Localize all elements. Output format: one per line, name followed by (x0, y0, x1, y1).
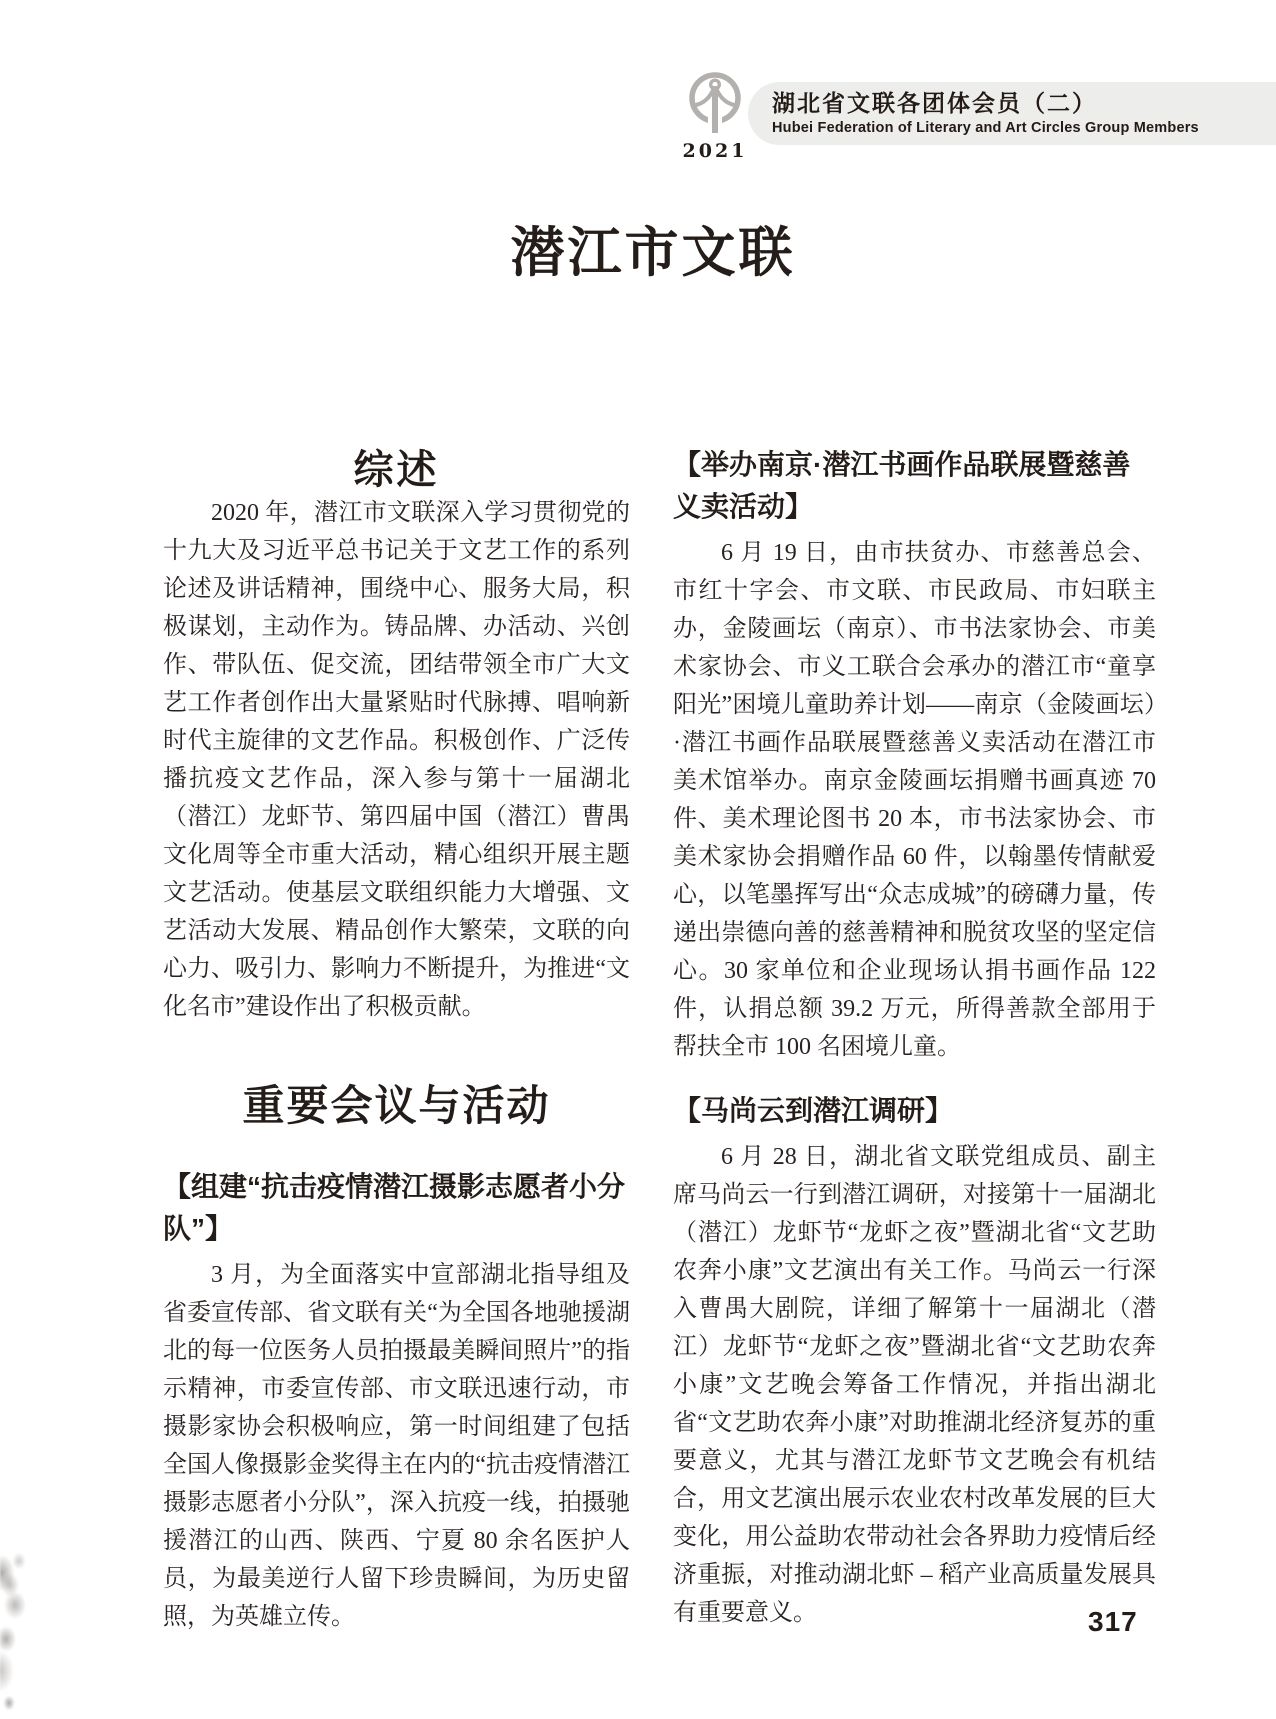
wenlian-emblem-icon (686, 71, 744, 135)
logo-block (682, 71, 748, 162)
entry-title-ma-shangyun-visit: 【马尚云到潜江调研】 (673, 1095, 954, 1126)
page-number: 317 (1088, 1606, 1138, 1637)
entry-body-photo-team: 3 月，为全面落实中宣部湖北指导组及省委宣传部、省文联有关“为全国各地驰援湖北的每一位医务人员拍摄最美瞬间照片”的指示精神，市委宣传部、市文联迅速行动，市摄影家协会积极响应，第一时间组建了包括全国人像摄影金奖得主在内的“抗击疫情潜江摄影志愿者小分队”，深入抗疫一线，拍摄驰援潜江的山西、陕西、宁夏 80 余名医护人员，为最美逆行人留下珍贵瞬间，为历史留照，为英雄立传。 (163, 1262, 630, 1630)
page-title: 潜江市文联 (510, 223, 796, 283)
overview-paragraph: 2020 年，潜江市文联深入学习贯彻党的十九大及习近平总书记关于文艺工作的系列论述及讲话精神，围绕中心、服务大局，积极谋划，主动作为。铸品牌、办活动、兴创作、带队伍、促交流，团结带领全市广大文艺工作者创作出大量紧贴时代脉搏、唱响新时代主旋律的文艺作品。积极创作、广泛传播抗疫文艺作品，深入参与第十一届湖北（潜江）龙虾节、第四届中国（潜江）曹禺文化周等全市重大活动，精心组织开展主题文艺活动。使基层文联组织能力大增强、文艺活动大发展、精品创作大繁荣，文联的向心力、吸引力、影响力不断提升，为推进“文化名市”建设作出了积极贡献。 (163, 500, 630, 1020)
overview-heading: 综述 (353, 448, 440, 492)
header-banner (748, 82, 1276, 145)
banner-subtitle: Hubei Federation of Literary and Art Circles Group Members (772, 120, 1199, 136)
entry-title-charity-exhibition: 【举办南京·潜江书画作品联展暨慈善义卖活动】 (673, 449, 1131, 522)
entry-body-ma-shangyun-visit: 6 月 28 日，湖北省文联党组成员、副主席马尚云一行到潜江调研，对接第十一届湖北（潜江）龙虾节“龙虾之夜”暨湖北省“文艺助农奔小康”文艺演出有关工作。马尚云一行深入曹禺大剧院，详细了解第十一届湖北（潜江）龙虾节“龙虾之夜”暨湖北省“文艺助农奔小康”文艺晚会筹备工作情况，并指出湖北省“文艺助农奔小康”对助推湖北经济复苏的重要意义，尤其与潜江龙虾节文艺晚会有机结合，用文艺演出展示农业农村改革发展的巨大变化，用公益助农带动社会各界助力疫情后经济重振，对推动湖北虾 – 稻产业高质量发展具有重要意义。 (673, 1144, 1156, 1626)
ink-texture-decoration (0, 1523, 27, 1719)
entry-title-photo-team: 【组建“抗击疫情潜江摄影志愿者小分队”】 (163, 1171, 626, 1244)
banner-title: 湖北省文联各团体会员（二） (772, 90, 1097, 116)
left-column (163, 420, 630, 1636)
meetings-heading: 重要会议与活动 (242, 1082, 551, 1129)
entry-body-charity-exhibition: 6 月 19 日，由市扶贫办、市慈善总会、市红十字会、市文联、市民政局、市妇联主办，金陵画坛（南京）、市书法家协会、市美术家协会、市义工联合会承办的潜江市“童享阳光”困境儿童助养计划——南京（金陵画坛）·潜江书画作品联展暨慈善义卖活动在潜江市美术馆举办。南京金陵画坛捐赠书画真迹 70 件、美术理论图书 20 本，市书法家协会、市美术家协会捐赠作品 60 件，以翰墨传情献爱心，以笔墨挥写出“众志成城”的磅礴力量，传递出崇德向善的慈善精神和脱贫攻坚的坚定信心。30 家单位和企业现场认捐书画作品 122 件，认捐总额 39.2 万元，所得善款全部用于帮扶全市 100 名困境儿童。 (673, 540, 1156, 1060)
logo-year: 2021 (682, 140, 748, 162)
right-column (673, 444, 1156, 1632)
